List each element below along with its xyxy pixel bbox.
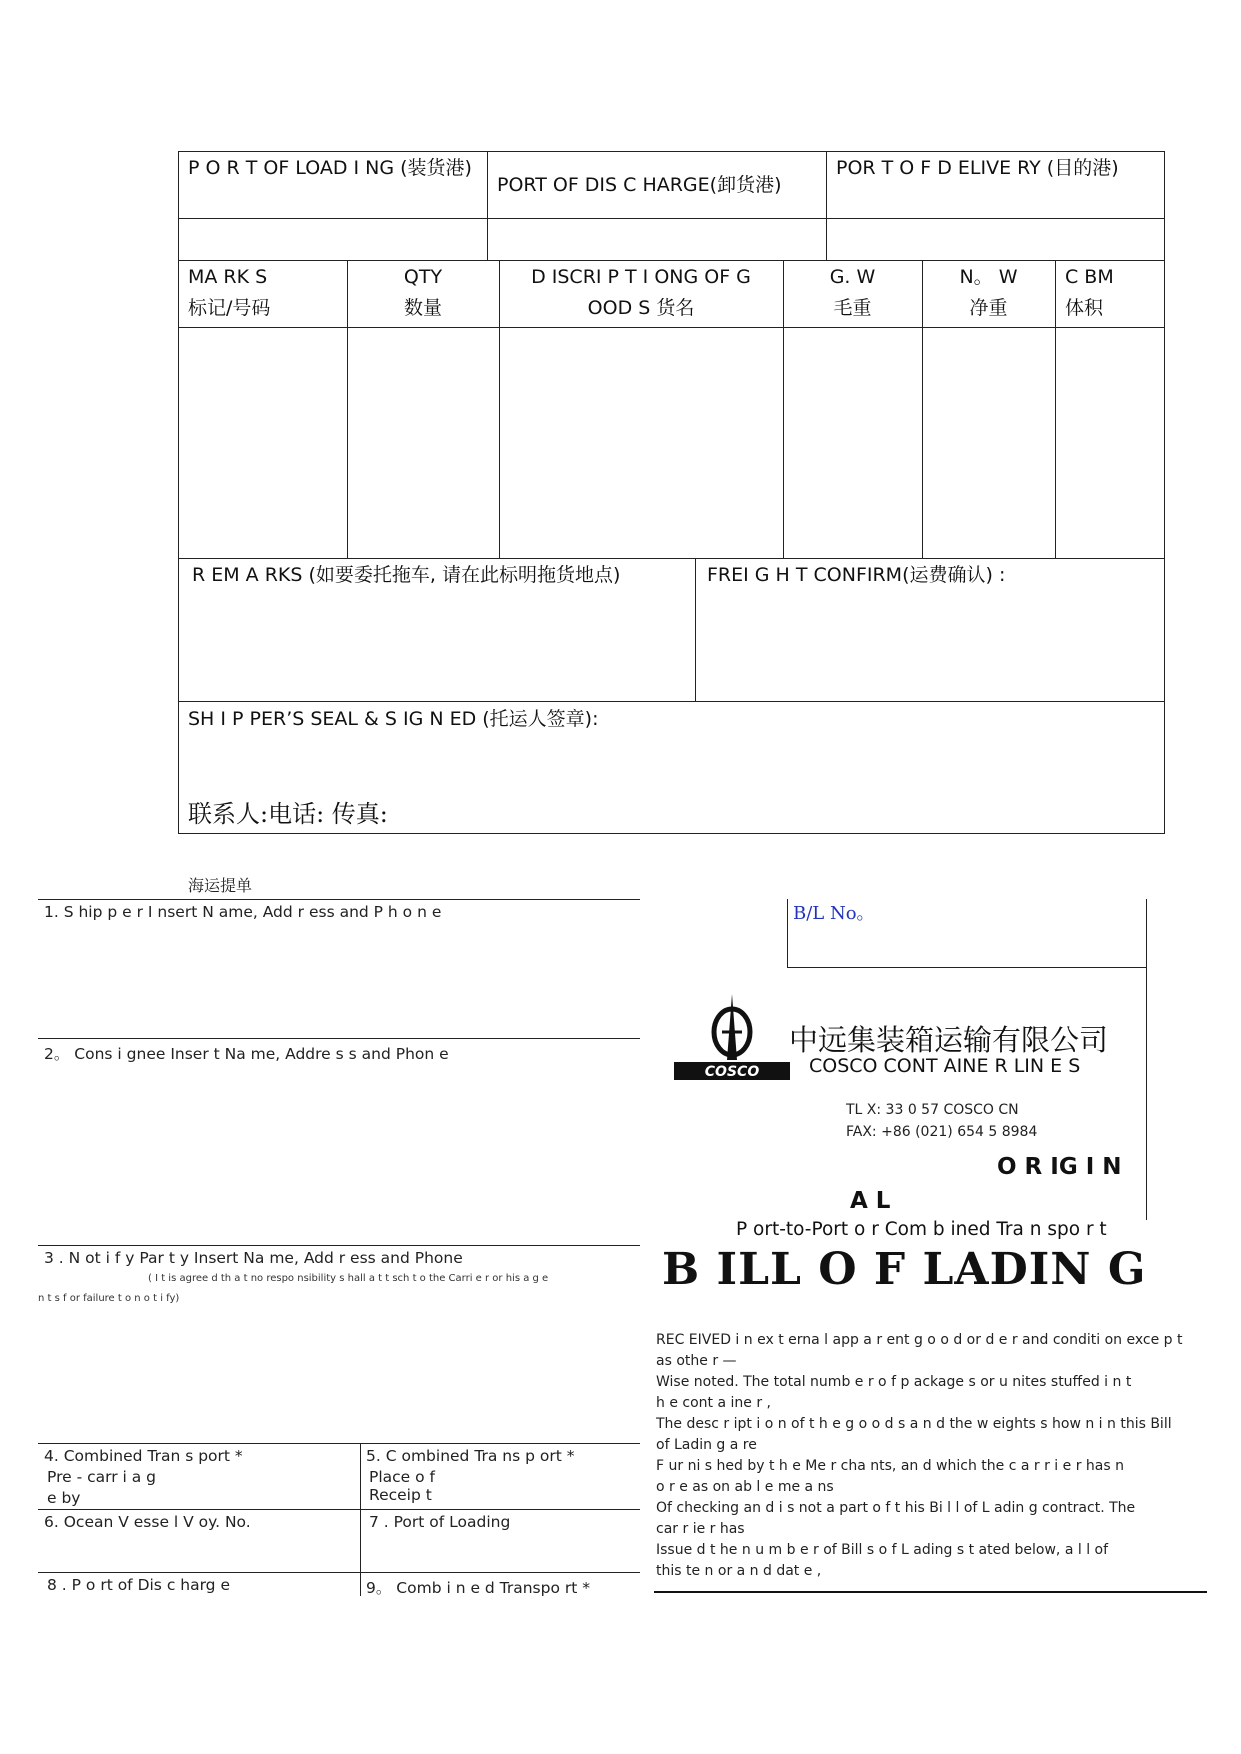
- terms-line: of Ladin g a re: [656, 1437, 757, 1453]
- shipper-seal-label: SH I P PER’S SEAL & S IG N ED (托运人签章):: [188, 708, 599, 730]
- terms-line: o r e as on ab l e me a ns: [656, 1479, 834, 1495]
- port-of-loading-bl-label: 7 . Port of Loading: [369, 1513, 511, 1531]
- divider: [178, 558, 1165, 559]
- company-name-en: COSCO CONT AINE R LIN E S: [809, 1055, 1081, 1077]
- port-of-loading-field[interactable]: [179, 219, 486, 259]
- place-of-receipt-label-3: Receip t: [369, 1486, 432, 1504]
- col-cbm-cn: 体积: [1065, 297, 1104, 319]
- divider: [38, 899, 640, 900]
- logo-text: COSCO: [704, 1064, 760, 1080]
- col-marks: [188, 262, 343, 324]
- col-qty-en: QTY: [403, 266, 443, 288]
- divider: [1146, 968, 1147, 1220]
- terms-text: [656, 1330, 1196, 1582]
- company-name-cn: 中远集装箱运输有限公司: [789, 1023, 1109, 1057]
- ocean-vessel-label: 6. Ocean V esse l V oy. No.: [44, 1513, 251, 1531]
- col-qty-cn: 数量: [403, 297, 442, 319]
- remarks-field[interactable]: [179, 595, 694, 700]
- cbm-field[interactable]: [1056, 328, 1164, 557]
- description-field[interactable]: [500, 328, 782, 557]
- col-gross-weight-en: G. W: [829, 266, 876, 288]
- port-of-loading-label: P O R T OF LOAD I NG (装货港): [188, 157, 472, 179]
- freight-confirm-field[interactable]: [697, 595, 1164, 700]
- freight-confirm-label: FREI G H T CONFIRM(运费确认) :: [707, 564, 1006, 586]
- terms-line: Issue d t he n u m b e r of Bill s o f L ading s t ated below, a l l of: [656, 1542, 1109, 1558]
- divider: [38, 1443, 640, 1444]
- notify-note-cont: n t s f or failure t o n o t i fy): [38, 1293, 180, 1304]
- place-of-receipt-label-2: Place o f: [369, 1468, 436, 1486]
- terms-line: REC EIVED i n ex t erna l app a r ent g o o d or d e r and conditi on exce p t: [656, 1332, 1183, 1348]
- col-qty: [348, 262, 498, 324]
- col-marks-cn: 标记/号码: [188, 297, 271, 319]
- ocean-vessel-field[interactable]: [38, 1534, 358, 1570]
- col-gross-weight: [784, 262, 921, 324]
- shipper-label: 1. S hip p e r I nsert N ame, Add r ess and P h o n e: [44, 903, 442, 921]
- col-cbm-en: C BM: [1065, 266, 1114, 288]
- fax-number: FAX: +86 (021) 654 5 8984: [846, 1124, 1038, 1140]
- divider: [360, 1443, 361, 1596]
- col-description-en: D ISCRI P T I ONG OF G: [531, 266, 751, 288]
- port-of-discharge-field[interactable]: [488, 219, 825, 259]
- remarks-label: R EM A RKS (如要委托拖车, 请在此标明拖货地点): [192, 564, 621, 586]
- col-net-weight-en: N。 W: [959, 266, 1018, 288]
- original-stamp-cont: A L: [850, 1188, 891, 1214]
- qty-field[interactable]: [348, 328, 498, 557]
- transport-type: P ort-to-Port o r Com b ined Tra n spo r t: [736, 1219, 1107, 1240]
- consignee-field[interactable]: [38, 1064, 638, 1242]
- divider: [38, 1245, 640, 1246]
- terms-line: The desc r ipt i o n of t h e g o o d s a n d the w eights s how n i n this Bill: [656, 1416, 1172, 1432]
- net-weight-field[interactable]: [923, 328, 1054, 557]
- terms-line: Of checking an d i s not a part o f t his Bi l l of L adin g contract. The: [656, 1500, 1136, 1516]
- divider: [178, 260, 1165, 261]
- terms-line: car r ie r has: [656, 1521, 745, 1537]
- port-of-discharge-bl-label: 8 . P o rt of Dis c harg e: [47, 1576, 230, 1594]
- marks-field[interactable]: [179, 328, 346, 557]
- divider: [178, 701, 1165, 702]
- bl-number-label: B/L No。: [793, 903, 875, 924]
- col-gross-weight-cn: 毛重: [833, 297, 872, 319]
- contact-label: 联系人:电话: 传真:: [188, 800, 388, 828]
- port-of-discharge-label: PORT OF DIS C HARGE(卸货港): [497, 174, 782, 196]
- consignee-label: 2。 Cons i gnee Inser t Na me, Addre s s and Phon e: [44, 1045, 449, 1063]
- col-marks-en: MA RK S: [188, 266, 268, 288]
- terms-underline: [654, 1591, 1207, 1593]
- terms-line: Wise noted. The total numb e r o f p ackage s or u nites stuffed i n t: [656, 1374, 1132, 1390]
- pre-carriage-label: 4. Combined Tran s port *: [44, 1447, 243, 1465]
- pre-carriage-label-3: e by: [47, 1489, 81, 1507]
- shipper-field[interactable]: [38, 925, 638, 1035]
- telex-number: TL X: 33 0 57 COSCO CN: [846, 1102, 1019, 1118]
- original-stamp: O R IG I N: [997, 1154, 1122, 1180]
- col-net-weight: [923, 262, 1054, 324]
- divider: [38, 1572, 640, 1573]
- port-of-delivery-label: POR T O F D ELIVE RY (目的港): [836, 157, 1119, 179]
- terms-line: F ur ni s hed by t h e Me r cha nts, an d which the c a r r i e r has n: [656, 1458, 1124, 1474]
- notify-party-label: 3 . N ot i f y Par t y Insert Na me, Add r ess and Phone: [44, 1249, 463, 1267]
- port-of-delivery-field[interactable]: [827, 219, 1164, 259]
- document-title: B ILL O F LADIN G: [662, 1244, 1147, 1295]
- terms-line: as othe r —: [656, 1353, 737, 1369]
- cosco-logo: [672, 990, 792, 1085]
- signature-field[interactable]: [179, 740, 1164, 798]
- terms-line: this te n or a n d dat e ,: [656, 1563, 822, 1579]
- pre-carriage-label-2: Pre - carr i a g: [47, 1468, 157, 1486]
- cosco-logo-icon: [672, 990, 792, 1085]
- col-net-weight-cn: 净重: [969, 297, 1008, 319]
- bill-heading-cn: 海运提单: [188, 876, 253, 895]
- gross-weight-field[interactable]: [784, 328, 921, 557]
- notify-party-field[interactable]: [38, 1310, 638, 1440]
- place-of-receipt-label: 5. C ombined Tra ns p ort *: [366, 1447, 575, 1465]
- combined-transport-label: 9。 Comb i n e d Transpo rt *: [366, 1579, 591, 1597]
- terms-line: h e cont a ine r ,: [656, 1395, 771, 1411]
- col-description-cn: OOD S 货名: [587, 297, 695, 319]
- col-cbm: [1065, 262, 1160, 324]
- divider: [38, 1509, 640, 1510]
- divider: [38, 1038, 640, 1039]
- col-description: [500, 262, 782, 324]
- port-of-loading-bl-field[interactable]: [362, 1534, 638, 1570]
- notify-note: ( I t is agree d th a t no respo nsibility s hall a t t sch t o the Carri e r or his a g e: [148, 1273, 549, 1284]
- divider: [695, 558, 696, 701]
